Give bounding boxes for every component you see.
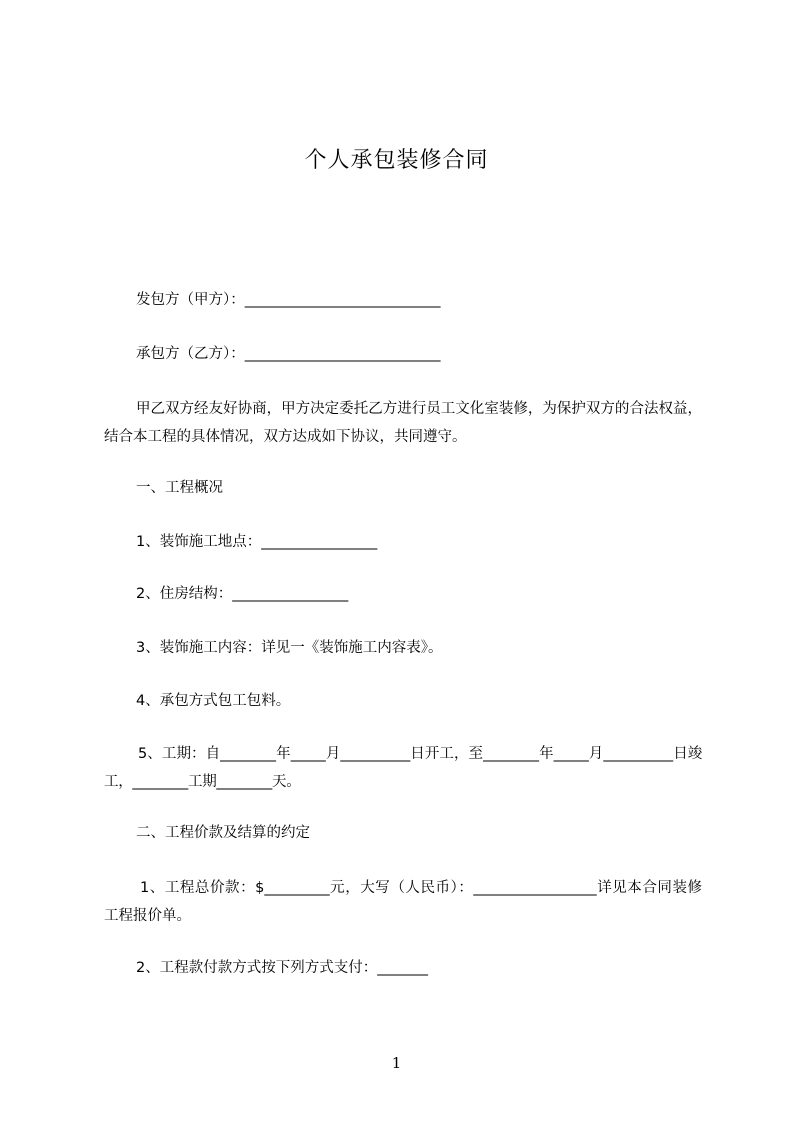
section1-heading: 一、工程概况 (136, 480, 223, 496)
page-number: 1 (391, 1054, 402, 1072)
item-3-content: 3、装饰施工内容：详见一《装饰施工内容表》。 (136, 640, 443, 656)
item-4-method: 4、承包方式包工包料。 (136, 693, 291, 709)
contract-title: 个人承包装修合同 (304, 148, 489, 173)
item-5-duration: 5、工期：自________年_____月__________日开工，至________年_____月__________日竣工，________工期________天。 (104, 746, 702, 790)
price-item-1: 1、工程总价款：$_________元，大写（人民币）：_________________详见本合同装修工程报价单。 (104, 880, 702, 924)
party-a-line: 发包方（甲方）：___________________________ (136, 292, 441, 308)
intro-paragraph: 甲乙双方经友好协商，甲方决定委托乙方进行员工文化室装修，为保护双方的合法权益，结合本工程的具体情况，双方达成如下协议，共同遵守。 (104, 401, 702, 445)
party-b-line: 承包方（乙方）：___________________________ (136, 346, 441, 362)
section2-heading: 二、工程价款及结算的约定 (136, 825, 310, 841)
item-2-structure: 2、住房结构：________________ (136, 586, 349, 602)
item-1-location: 1、装饰施工地点：________________ (136, 534, 378, 550)
price-item-2: 2、工程款付款方式按下列方式支付：_______ (136, 960, 428, 976)
